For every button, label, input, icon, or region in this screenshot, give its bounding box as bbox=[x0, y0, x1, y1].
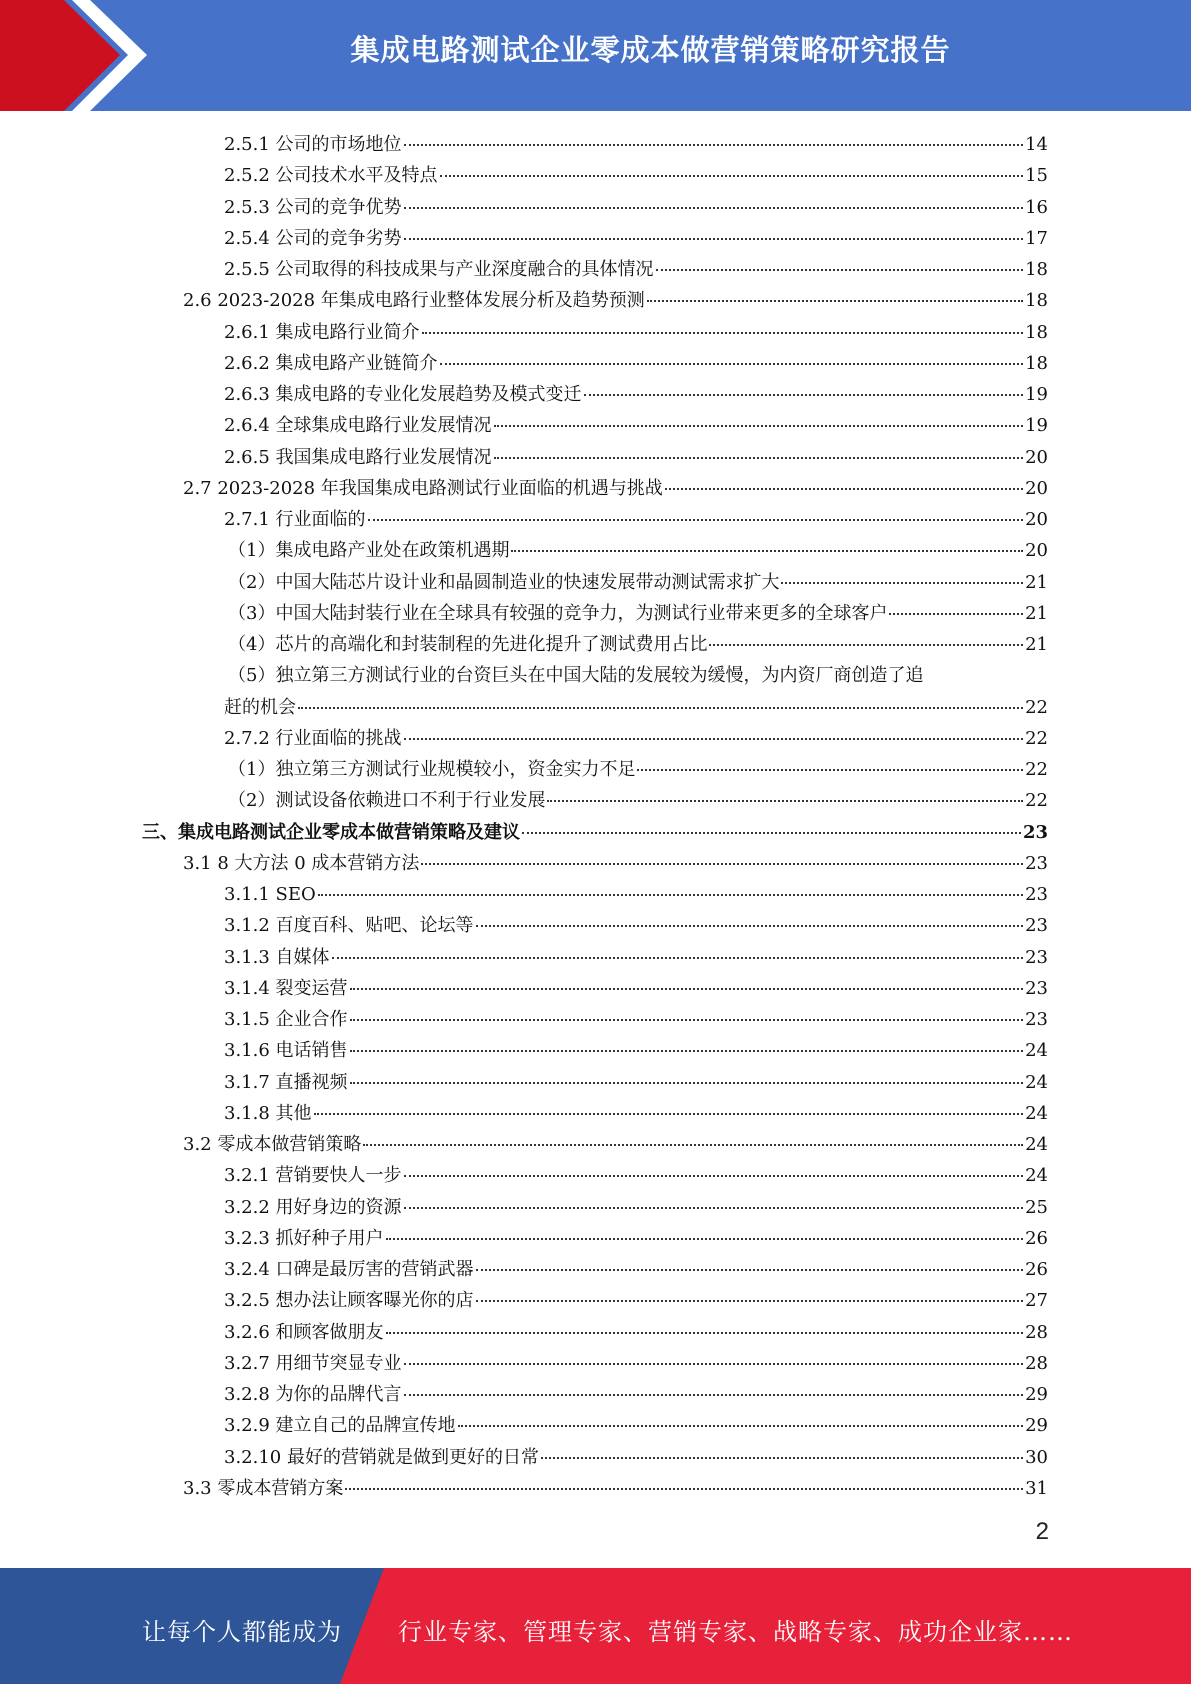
toc-dot-leader bbox=[584, 394, 1024, 396]
toc-entry[interactable] bbox=[0, 1348, 1191, 1379]
toc-dot-leader bbox=[318, 894, 1023, 896]
toc-dot-leader bbox=[350, 988, 1024, 990]
toc-entry-title: 2.5.3 公司的竞争优势 bbox=[224, 196, 402, 218]
toc-entry-page: 19 bbox=[1025, 415, 1048, 437]
toc-entry-page: 24 bbox=[1025, 1071, 1048, 1093]
toc-entry-title: 2.6.1 集成电路行业简介 bbox=[224, 321, 420, 343]
toc-entry-title: 3.2.10 最好的营销就是做到更好的日常 bbox=[224, 1446, 539, 1468]
table-of-contents bbox=[0, 129, 1191, 1504]
toc-entry[interactable] bbox=[0, 348, 1191, 379]
toc-entry[interactable] bbox=[0, 910, 1191, 941]
toc-entry[interactable] bbox=[0, 879, 1191, 910]
toc-dot-leader bbox=[421, 863, 1023, 865]
toc-entry[interactable] bbox=[0, 504, 1191, 535]
toc-entry[interactable] bbox=[0, 1317, 1191, 1348]
toc-entry[interactable] bbox=[0, 1192, 1191, 1223]
toc-entry-page: 18 bbox=[1025, 352, 1048, 374]
toc-entry-title: 3.1.7 直播视频 bbox=[224, 1071, 348, 1093]
toc-entry-title: 三、集成电路测试企业零成本做营销策略及建议 bbox=[142, 821, 520, 843]
toc-entry[interactable] bbox=[0, 1442, 1191, 1473]
toc-dot-leader bbox=[476, 925, 1024, 927]
toc-entry[interactable] bbox=[0, 1129, 1191, 1160]
toc-entry-page: 22 bbox=[1025, 727, 1048, 749]
footer-slogan-left: 让每个人都能成为 bbox=[142, 1618, 342, 1646]
toc-entry[interactable] bbox=[0, 192, 1191, 223]
toc-entry[interactable] bbox=[0, 973, 1191, 1004]
toc-dot-leader bbox=[511, 550, 1023, 552]
toc-entry-page: 16 bbox=[1025, 196, 1048, 218]
toc-dot-leader bbox=[404, 144, 1024, 146]
toc-dot-leader bbox=[386, 1332, 1024, 1334]
toc-entry-page: 25 bbox=[1025, 1196, 1048, 1218]
toc-entry-page: 29 bbox=[1025, 1415, 1048, 1437]
toc-entry[interactable] bbox=[0, 1254, 1191, 1285]
toc-entry-page: 23 bbox=[1022, 821, 1048, 843]
toc-entry-title: 3.1.6 电话销售 bbox=[224, 1040, 348, 1062]
toc-dot-leader bbox=[386, 1238, 1024, 1240]
toc-entry-title: 3.2.1 营销要快人一步 bbox=[224, 1165, 402, 1187]
toc-dot-leader bbox=[494, 425, 1024, 427]
toc-entry-page: 14 bbox=[1025, 134, 1048, 155]
toc-entry-title: （4）芯片的高端化和封装制程的先进化提升了测试费用占比 bbox=[228, 634, 708, 655]
toc-entry-title: 3.2.3 抓好种子用户 bbox=[224, 1227, 384, 1249]
toc-entry-page: 21 bbox=[1025, 571, 1048, 593]
toc-entry-title: 3.2 零成本做营销策略 bbox=[183, 1134, 362, 1155]
toc-entry-page: 24 bbox=[1025, 1040, 1048, 1062]
toc-entry-page: 28 bbox=[1025, 1321, 1048, 1343]
toc-entry-page: 22 bbox=[1025, 759, 1048, 780]
toc-dot-leader bbox=[440, 363, 1024, 365]
toc-entry[interactable] bbox=[0, 567, 1191, 598]
toc-dot-leader bbox=[522, 832, 1021, 834]
toc-entry-page: 28 bbox=[1025, 1352, 1048, 1374]
toc-entry-title: 3.1.2 百度百科、贴吧、论坛等 bbox=[224, 915, 474, 937]
toc-entry-title: 2.5.4 公司的竞争劣势 bbox=[224, 227, 402, 249]
toc-entry-title: 2.6 2023-2028 年集成电路行业整体发展分析及趋势预测 bbox=[183, 290, 645, 312]
toc-entry-page: 18 bbox=[1025, 290, 1048, 312]
toc-entry[interactable] bbox=[0, 1035, 1191, 1066]
toc-entry-page: 29 bbox=[1025, 1384, 1048, 1405]
toc-entry-page: 23 bbox=[1025, 915, 1048, 937]
toc-entry[interactable] bbox=[0, 379, 1191, 410]
toc-entry-title: 2.6.2 集成电路产业链简介 bbox=[224, 352, 438, 374]
toc-entry-title: 2.5.1 公司的市场地位 bbox=[224, 134, 402, 155]
toc-entry-title: 2.6.5 我国集成电路行业发展情况 bbox=[224, 446, 492, 468]
toc-entry[interactable] bbox=[0, 223, 1191, 254]
document-title: 集成电路测试企业零成本做营销策略研究报告 bbox=[350, 33, 951, 67]
toc-dot-leader bbox=[404, 207, 1024, 209]
toc-entry-title: （1）集成电路产业处在政策机遇期 bbox=[228, 540, 510, 562]
toc-entry[interactable] bbox=[0, 598, 1191, 629]
toc-dot-leader bbox=[889, 613, 1023, 615]
toc-entry[interactable] bbox=[0, 629, 1191, 660]
footer-slogan-right: 行业专家、管理专家、营销专家、战略专家、成功企业家…… bbox=[398, 1618, 1073, 1646]
toc-entry-page: 22 bbox=[1025, 790, 1048, 812]
page-header bbox=[0, 0, 1191, 111]
toc-entry[interactable] bbox=[0, 129, 1191, 160]
toc-entry[interactable] bbox=[0, 848, 1191, 879]
toc-dot-leader bbox=[547, 800, 1023, 802]
toc-dot-leader bbox=[363, 1144, 1023, 1146]
toc-entry-page: 24 bbox=[1025, 1165, 1048, 1187]
toc-dot-leader bbox=[665, 488, 1023, 490]
toc-entry[interactable] bbox=[0, 535, 1191, 566]
toc-entry-title: （3）中国大陆封装行业在全球具有较强的竞争力，为测试行业带来更多的全球客户 bbox=[228, 602, 888, 624]
toc-entry[interactable] bbox=[0, 317, 1191, 348]
toc-entry[interactable] bbox=[0, 285, 1191, 316]
toc-entry-page: 18 bbox=[1025, 321, 1048, 343]
toc-entry[interactable] bbox=[0, 442, 1191, 473]
toc-entry-title: 3.2.4 口碑是最厉害的营销武器 bbox=[224, 1259, 474, 1280]
toc-entry-title: 3.1.5 企业合作 bbox=[224, 1009, 348, 1030]
toc-entry-page: 23 bbox=[1025, 946, 1048, 968]
toc-entry-page: 20 bbox=[1025, 509, 1048, 530]
toc-dot-leader bbox=[458, 1425, 1024, 1427]
toc-entry[interactable] bbox=[0, 473, 1191, 504]
toc-entry[interactable] bbox=[0, 1067, 1191, 1098]
toc-entry-page: 23 bbox=[1025, 977, 1048, 999]
toc-entry-title: 赶的机会 bbox=[224, 696, 296, 718]
toc-entry[interactable] bbox=[0, 785, 1191, 816]
toc-entry-page: 27 bbox=[1025, 1290, 1048, 1312]
toc-entry-title: 2.6.3 集成电路的专业化发展趋势及模式变迁 bbox=[224, 384, 582, 405]
toc-dot-leader bbox=[647, 300, 1023, 302]
toc-dot-leader bbox=[368, 519, 1024, 521]
toc-entry-title: 3.1.4 裂变运营 bbox=[224, 977, 348, 999]
page-footer bbox=[0, 1568, 1191, 1684]
toc-entry-page: 17 bbox=[1025, 227, 1048, 249]
toc-dot-leader bbox=[476, 1300, 1024, 1302]
toc-entry[interactable] bbox=[0, 1004, 1191, 1035]
toc-entry-title: 3.2.2 用好身边的资源 bbox=[224, 1196, 402, 1218]
toc-entry-page: 24 bbox=[1025, 1102, 1048, 1124]
toc-entry-title: 3.2.9 建立自己的品牌宣传地 bbox=[224, 1415, 456, 1437]
toc-dot-leader bbox=[476, 1269, 1024, 1271]
toc-dot-leader bbox=[350, 1082, 1024, 1084]
toc-entry[interactable] bbox=[0, 1098, 1191, 1129]
toc-entry-page: 21 bbox=[1025, 602, 1048, 624]
toc-entry-title: 3.3 零成本营销方案 bbox=[183, 1477, 344, 1499]
toc-entry-title: 2.6.4 全球集成电路行业发展情况 bbox=[224, 415, 492, 437]
toc-entry-title: 3.1.3 自媒体 bbox=[224, 946, 330, 968]
toc-entry-page: 30 bbox=[1025, 1446, 1048, 1468]
toc-entry[interactable] bbox=[0, 1410, 1191, 1441]
toc-dot-leader bbox=[440, 175, 1024, 177]
toc-entry-title: 3.2.7 用细节突显专业 bbox=[224, 1352, 402, 1374]
toc-dot-leader bbox=[350, 1050, 1024, 1052]
toc-entry-page: 23 bbox=[1025, 884, 1048, 905]
toc-entry-title: 2.7.2 行业面临的挑战 bbox=[224, 727, 402, 749]
toc-dot-leader bbox=[709, 644, 1023, 646]
toc-entry-title: 2.5.2 公司技术水平及特点 bbox=[224, 165, 438, 187]
toc-entry-title: 3.2.8 为你的品牌代言 bbox=[224, 1384, 402, 1405]
toc-entry-title: （5）独立第三方测试行业的台资巨头在中国大陆的发展较为缓慢，为内资厂商创造了追 bbox=[228, 665, 924, 687]
toc-entry-page: 23 bbox=[1025, 1009, 1048, 1030]
toc-entry-page: 22 bbox=[1025, 696, 1048, 718]
toc-entry[interactable] bbox=[0, 1379, 1191, 1410]
header-chevron-decoration bbox=[0, 0, 160, 111]
toc-dot-leader bbox=[404, 1363, 1024, 1365]
toc-entry-title: 2.7 2023-2028 年我国集成电路测试行业面临的机遇与挑战 bbox=[183, 477, 663, 499]
toc-entry-title: 2.5.5 公司取得的科技成果与产业深度融合的具体情况 bbox=[224, 259, 654, 280]
toc-entry[interactable] bbox=[0, 1285, 1191, 1316]
toc-dot-leader bbox=[541, 1457, 1023, 1459]
toc-entry-page: 18 bbox=[1025, 259, 1048, 280]
toc-entry-page: 26 bbox=[1025, 1227, 1048, 1249]
toc-entry[interactable] bbox=[0, 410, 1191, 441]
toc-dot-leader bbox=[332, 957, 1024, 959]
toc-entry-title: 2.7.1 行业面临的 bbox=[224, 509, 366, 530]
toc-dot-leader bbox=[298, 707, 1023, 709]
toc-entry[interactable] bbox=[0, 723, 1191, 754]
toc-entry[interactable] bbox=[0, 1223, 1191, 1254]
toc-dot-leader bbox=[637, 769, 1023, 771]
toc-dot-leader bbox=[345, 1488, 1023, 1490]
toc-entry-page: 20 bbox=[1025, 446, 1048, 468]
toc-dot-leader bbox=[404, 1207, 1024, 1209]
toc-entry[interactable] bbox=[0, 942, 1191, 973]
toc-entry-title: （1）独立第三方测试行业规模较小，资金实力不足 bbox=[228, 759, 636, 780]
toc-entry-page: 21 bbox=[1025, 634, 1048, 655]
toc-entry[interactable] bbox=[0, 660, 1191, 691]
toc-entry[interactable] bbox=[0, 254, 1191, 285]
toc-entry-title: 3.1 8 大方法 0 成本营销方法 bbox=[183, 852, 420, 874]
toc-entry-title: 3.2.5 想办法让顾客曝光你的店 bbox=[224, 1290, 474, 1312]
toc-entry[interactable] bbox=[0, 817, 1191, 848]
toc-dot-leader bbox=[656, 269, 1024, 271]
toc-entry-title: 3.1.1 SEO bbox=[224, 884, 316, 905]
toc-entry[interactable] bbox=[0, 1473, 1191, 1504]
toc-dot-leader bbox=[404, 1175, 1024, 1177]
toc-dot-leader bbox=[781, 582, 1023, 584]
toc-entry-page: 24 bbox=[1025, 1134, 1048, 1155]
toc-dot-leader bbox=[494, 457, 1024, 459]
toc-dot-leader bbox=[404, 738, 1024, 740]
toc-entry-page: 23 bbox=[1025, 852, 1048, 874]
toc-dot-leader bbox=[350, 1019, 1024, 1021]
page-number: 2 bbox=[1035, 1518, 1049, 1545]
toc-entry-page: 15 bbox=[1025, 165, 1048, 187]
toc-entry-title: 3.1.8 其他 bbox=[224, 1102, 312, 1124]
toc-entry[interactable] bbox=[0, 754, 1191, 785]
toc-entry[interactable] bbox=[0, 1160, 1191, 1191]
toc-entry[interactable] bbox=[0, 160, 1191, 191]
toc-dot-leader bbox=[314, 1113, 1024, 1115]
toc-entry-page: 31 bbox=[1025, 1477, 1048, 1499]
toc-dot-leader bbox=[404, 238, 1024, 240]
toc-entry[interactable] bbox=[0, 692, 1191, 723]
toc-entry-page: 20 bbox=[1025, 477, 1048, 499]
toc-entry-page: 19 bbox=[1025, 384, 1048, 405]
toc-dot-leader bbox=[422, 332, 1024, 334]
toc-entry-title: （2）中国大陆芯片设计业和晶圆制造业的快速发展带动测试需求扩大 bbox=[228, 571, 780, 593]
toc-entry-title: 3.2.6 和顾客做朋友 bbox=[224, 1321, 384, 1343]
toc-entry-page: 26 bbox=[1025, 1259, 1048, 1280]
toc-dot-leader bbox=[404, 1394, 1024, 1396]
toc-entry-title: （2）测试设备依赖进口不利于行业发展 bbox=[228, 790, 546, 812]
toc-entry-page: 20 bbox=[1025, 540, 1048, 562]
